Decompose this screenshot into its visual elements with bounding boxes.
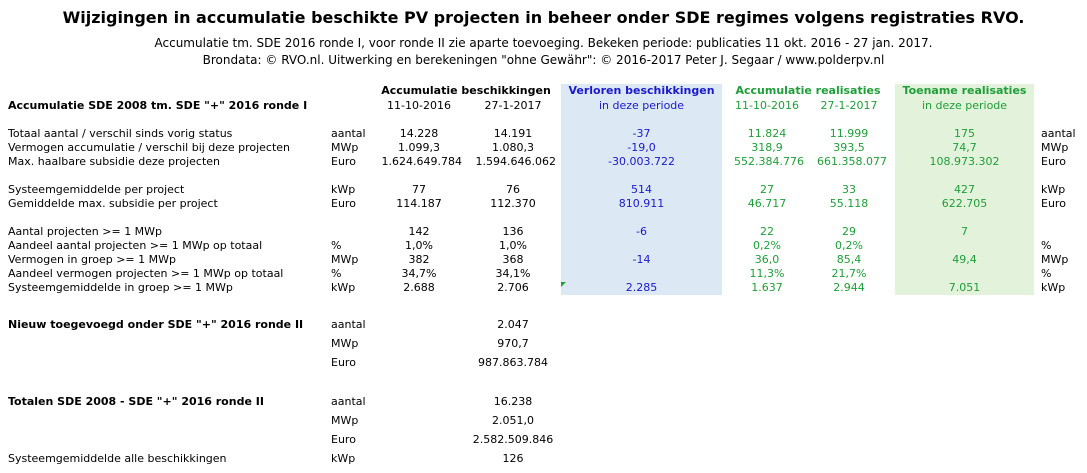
acc-header: Accumulatie beschikkingen	[381, 84, 551, 97]
lost-header: Verloren beschikkingen	[568, 84, 715, 97]
acc-date-1: 11-10-2016	[387, 99, 451, 112]
inc-subheader: in deze periode	[921, 99, 1008, 112]
real-date-1: 11-10-2016	[735, 99, 799, 112]
lost-subheader: in deze periode	[598, 99, 685, 112]
section-label: Accumulatie SDE 2008 tm. SDE "+" 2016 ronde I	[8, 99, 308, 112]
inc-header: Toename realisaties	[902, 84, 1027, 97]
subtitle-source: Brondata: © RVO.nl. Uitwerking en berekeningen "ohne Gewähr": © 2016-2017 Peter J. Segaar / www.polderpv.nl	[202, 53, 885, 67]
real-date-2: 27-1-2017	[820, 99, 878, 112]
totals-label: Totalen SDE 2008 - SDE "+" 2016 ronde II	[8, 395, 264, 408]
sheet-title: Wijzigingen in accumulatie beschikte PV projecten in beheer onder SDE regimes volgens registraties RVO.	[62, 8, 1025, 27]
new-section-label: Nieuw toegevoegd onder SDE "+" 2016 ronde II	[8, 318, 304, 331]
real-header: Accumulatie realisaties	[735, 84, 881, 97]
acc-date-2: 27-1-2017	[484, 99, 542, 112]
subtitle-period: Accumulatie tm. SDE 2016 ronde I, voor ronde II zie aparte toevoeging. Bekeken periode: publicaties 11 okt. 2016 - 27 jan. 2017.	[154, 36, 933, 50]
